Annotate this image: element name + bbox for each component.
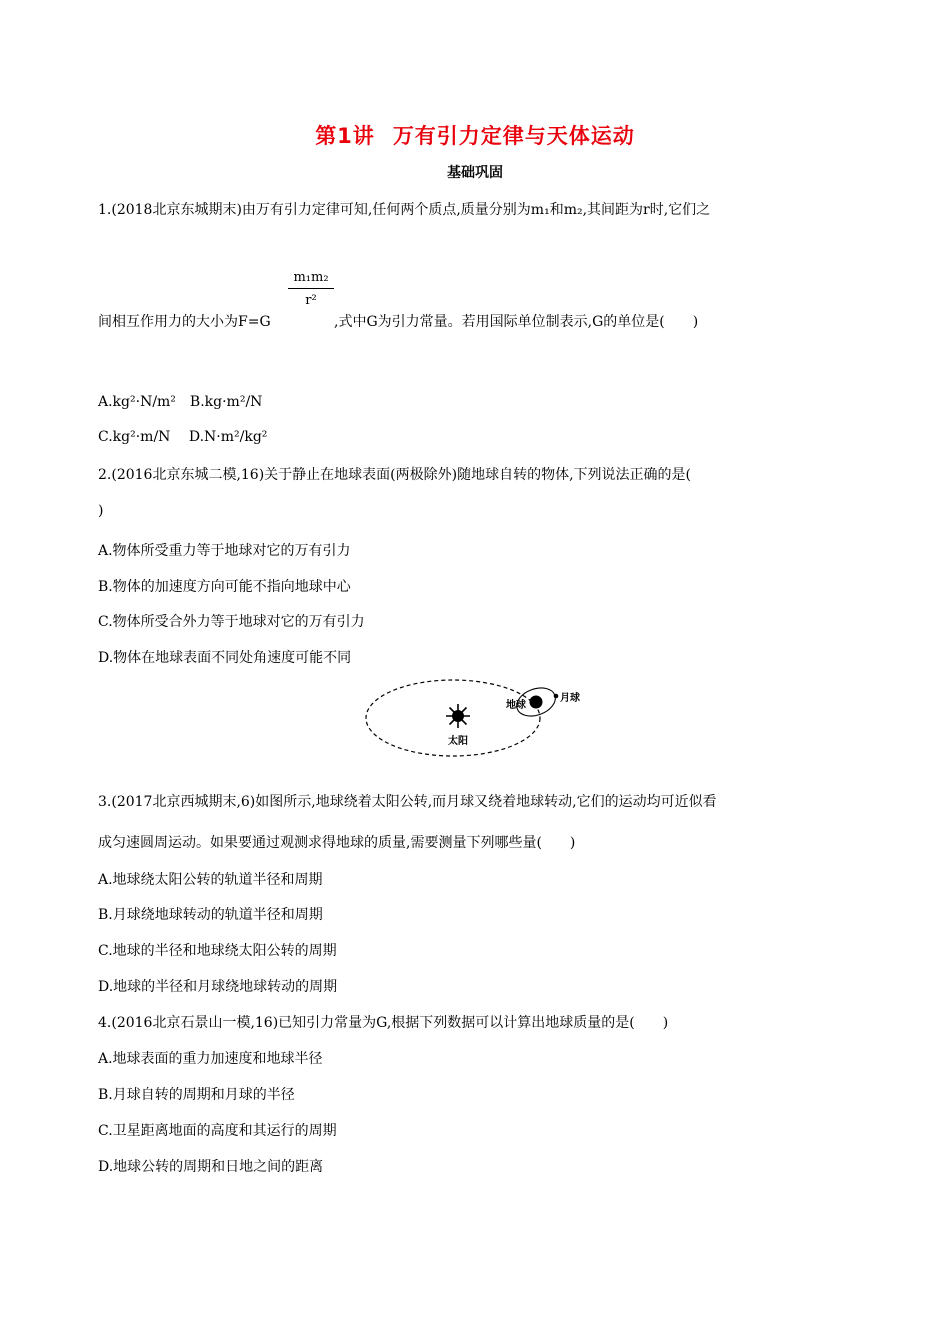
q3-option-d: D.地球的半径和月球绕地球转动的周期	[98, 979, 338, 995]
q1-options-cd: C.kg²·m/N D.N·m²/kg²	[98, 429, 268, 445]
q4-option-c: C.卫星距离地面的高度和其运行的周期	[98, 1123, 337, 1139]
q2-stem-line2: )	[98, 503, 104, 519]
q1-stem-line2-before: 间相互作用力的大小为F=G	[98, 314, 271, 330]
sun-icon	[446, 704, 470, 728]
q4-option-d: D.地球公转的周期和日地之间的距离	[98, 1159, 324, 1175]
q4-option-a: A.地球表面的重力加速度和地球半径	[98, 1051, 323, 1067]
q1-options-ab: A.kg²·N/m² B.kg·m²/N	[98, 394, 263, 410]
gravity-fraction	[288, 270, 334, 308]
q4-option-b: B.月球自转的周期和月球的半径	[98, 1087, 295, 1103]
q2-option-d: D.物体在地球表面不同处角速度可能不同	[98, 650, 352, 666]
q3-option-c: C.地球的半径和地球绕太阳公转的周期	[98, 943, 337, 959]
q3-stem-line1: 3.(2017北京西城期末,6)如图所示,地球绕着太阳公转,而月球又绕着地球转动,它们的运动均可近似看	[98, 794, 717, 810]
moon-icon	[554, 694, 559, 699]
lecture-topic: 万有引力定律与天体运动	[392, 124, 635, 148]
fraction-denominator: r²	[305, 293, 317, 308]
earth-icon	[530, 696, 543, 709]
q2-option-a: A.物体所受重力等于地球对它的万有引力	[98, 543, 351, 559]
earth-label: 地球	[506, 700, 526, 711]
q1-stem-line1: 1.(2018北京东城期末)由万有引力定律可知,任何两个质点,质量分别为m₁和m₂,其间距为r时,它们之	[98, 202, 711, 218]
page-title	[0, 120, 950, 150]
q3-stem-line2: 成匀速圆周运动。如果要通过观测求得地球的质量,需要测量下列哪些量( )	[98, 835, 576, 851]
q3-option-b: B.月球绕地球转动的轨道半径和周期	[98, 907, 323, 923]
orbit-figure	[360, 676, 600, 766]
q4-stem-line1: 4.(2016北京石景山一模,16)已知引力常量为G,根据下列数据可以计算出地球质量的是( )	[98, 1015, 669, 1031]
q2-option-c: C.物体所受合外力等于地球对它的万有引力	[98, 614, 365, 630]
moon-label: 月球	[560, 693, 580, 704]
q2-option-b: B.物体的加速度方向可能不指向地球中心	[98, 579, 351, 595]
q2-stem-line1: 2.(2016北京东城二模,16)关于静止在地球表面(两极除外)随地球自转的物体,下列说法正确的是(	[98, 467, 692, 483]
fraction-numerator: m₁m₂	[288, 270, 334, 289]
section-heading: 基础巩固	[447, 165, 503, 181]
q1-stem-line2-after: ,式中G为引力常量。若用国际单位制表示,G的单位是( )	[334, 314, 699, 330]
sun-label: 太阳	[448, 736, 468, 747]
lecture-number: 第1讲	[315, 124, 375, 148]
q3-option-a: A.地球绕太阳公转的轨道半径和周期	[98, 872, 323, 888]
